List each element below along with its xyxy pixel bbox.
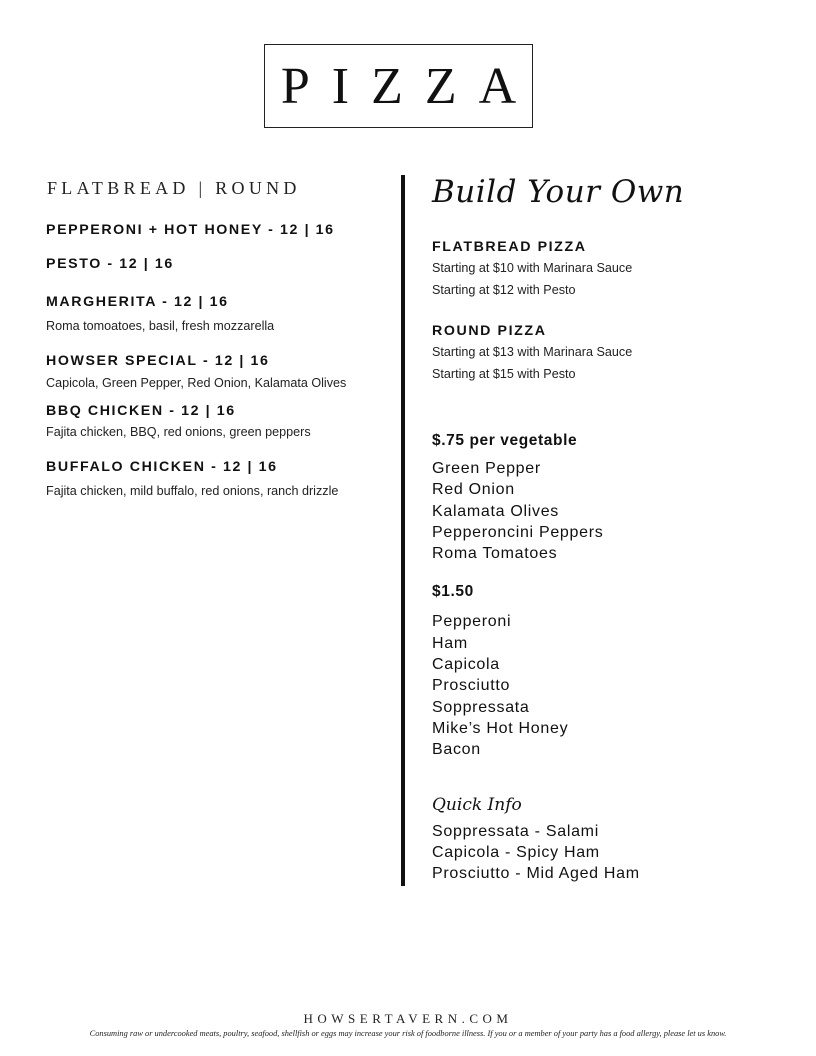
byo-price-line: Starting at $15 with Pesto xyxy=(432,367,576,381)
item-name: BBQ CHICKEN - 12 | 16 xyxy=(46,403,236,419)
topping-item: Green Pepper xyxy=(432,460,541,477)
topping-item: Mike’s Hot Honey xyxy=(432,719,569,737)
topping-item: Soppressata xyxy=(432,698,530,716)
menu-item xyxy=(46,352,376,394)
item-name: MARGHERITA - 12 | 16 xyxy=(46,294,229,310)
menu-title-box xyxy=(264,44,539,128)
flatbread-pricing xyxy=(432,238,812,301)
byo-price-line: Starting at $13 with Marinara Sauce xyxy=(432,345,633,359)
menu-item xyxy=(46,402,376,443)
quick-info-heading: Quick Info xyxy=(432,794,522,815)
menu-item xyxy=(46,221,376,240)
topping-item: Capicola xyxy=(432,656,500,674)
menu-item xyxy=(46,458,376,502)
column-divider xyxy=(401,175,405,886)
vegetable-list xyxy=(432,458,812,564)
item-description: Capicola, Green Pepper, Red Onion, Kalamata Olives xyxy=(46,376,347,390)
byo-price-line: Starting at $12 with Pesto xyxy=(432,283,576,297)
byo-name: FLATBREAD PIZZA xyxy=(432,239,587,255)
meat-list xyxy=(432,611,812,760)
item-name: PEPPERONI + HOT HONEY - 12 | 16 xyxy=(46,222,335,238)
topping-item: Prosciutto xyxy=(432,677,511,695)
topping-item: Pepperoncini Peppers xyxy=(432,523,604,541)
quick-info-list xyxy=(432,821,812,885)
vegetable-price-heading: $.75 per vegetable xyxy=(432,432,578,449)
item-description: Roma tomoatoes, basil, fresh mozzarella xyxy=(46,319,275,333)
section-heading: FLATBREAD | ROUND xyxy=(47,178,301,198)
topping-item: Kalamata Olives xyxy=(432,502,559,520)
build-your-own-heading: Build Your Own xyxy=(432,174,685,210)
item-name: HOWSER SPECIAL - 12 | 16 xyxy=(46,353,270,369)
build-your-own xyxy=(432,172,812,902)
byo-price-line: Starting at $10 with Marinara Sauce xyxy=(432,261,633,275)
item-description: Fajita chicken, mild buffalo, red onions, ranch drizzle xyxy=(46,484,339,498)
quick-info-item: Prosciutto - Mid Aged Ham xyxy=(432,865,640,883)
topping-item: Ham xyxy=(432,634,468,652)
meat-price-heading: $1.50 xyxy=(432,583,474,601)
menu-item xyxy=(46,255,376,274)
item-name: BUFFALO CHICKEN - 12 | 16 xyxy=(46,459,278,475)
topping-item: Pepperoni xyxy=(432,613,512,631)
item-name: PESTO - 12 | 16 xyxy=(46,256,174,272)
round-pricing xyxy=(432,322,812,385)
item-description: Fajita chicken, BBQ, red onions, green peppers xyxy=(46,425,311,439)
menu-item xyxy=(46,293,376,337)
quick-info-item: Soppressata - Salami xyxy=(432,822,599,840)
topping-item: Bacon xyxy=(432,741,481,759)
topping-item: Roma Tomatoes xyxy=(432,545,558,563)
website-link[interactable]: HOWSERTAVERN.COM xyxy=(303,1011,513,1026)
quick-info-item: Capicola - Spicy Ham xyxy=(432,843,600,861)
byo-name: ROUND PIZZA xyxy=(432,323,547,339)
menu-title: PIZZA xyxy=(280,57,539,115)
pizza-list xyxy=(46,178,376,517)
topping-item: Red Onion xyxy=(432,481,515,499)
allergy-disclaimer: Consuming raw or undercooked meats, poultry, seafood, shellfish or eggs may increase your risk of foodborne illness. If you or a member of your party has a food allergy, please let us know. xyxy=(89,1029,727,1038)
